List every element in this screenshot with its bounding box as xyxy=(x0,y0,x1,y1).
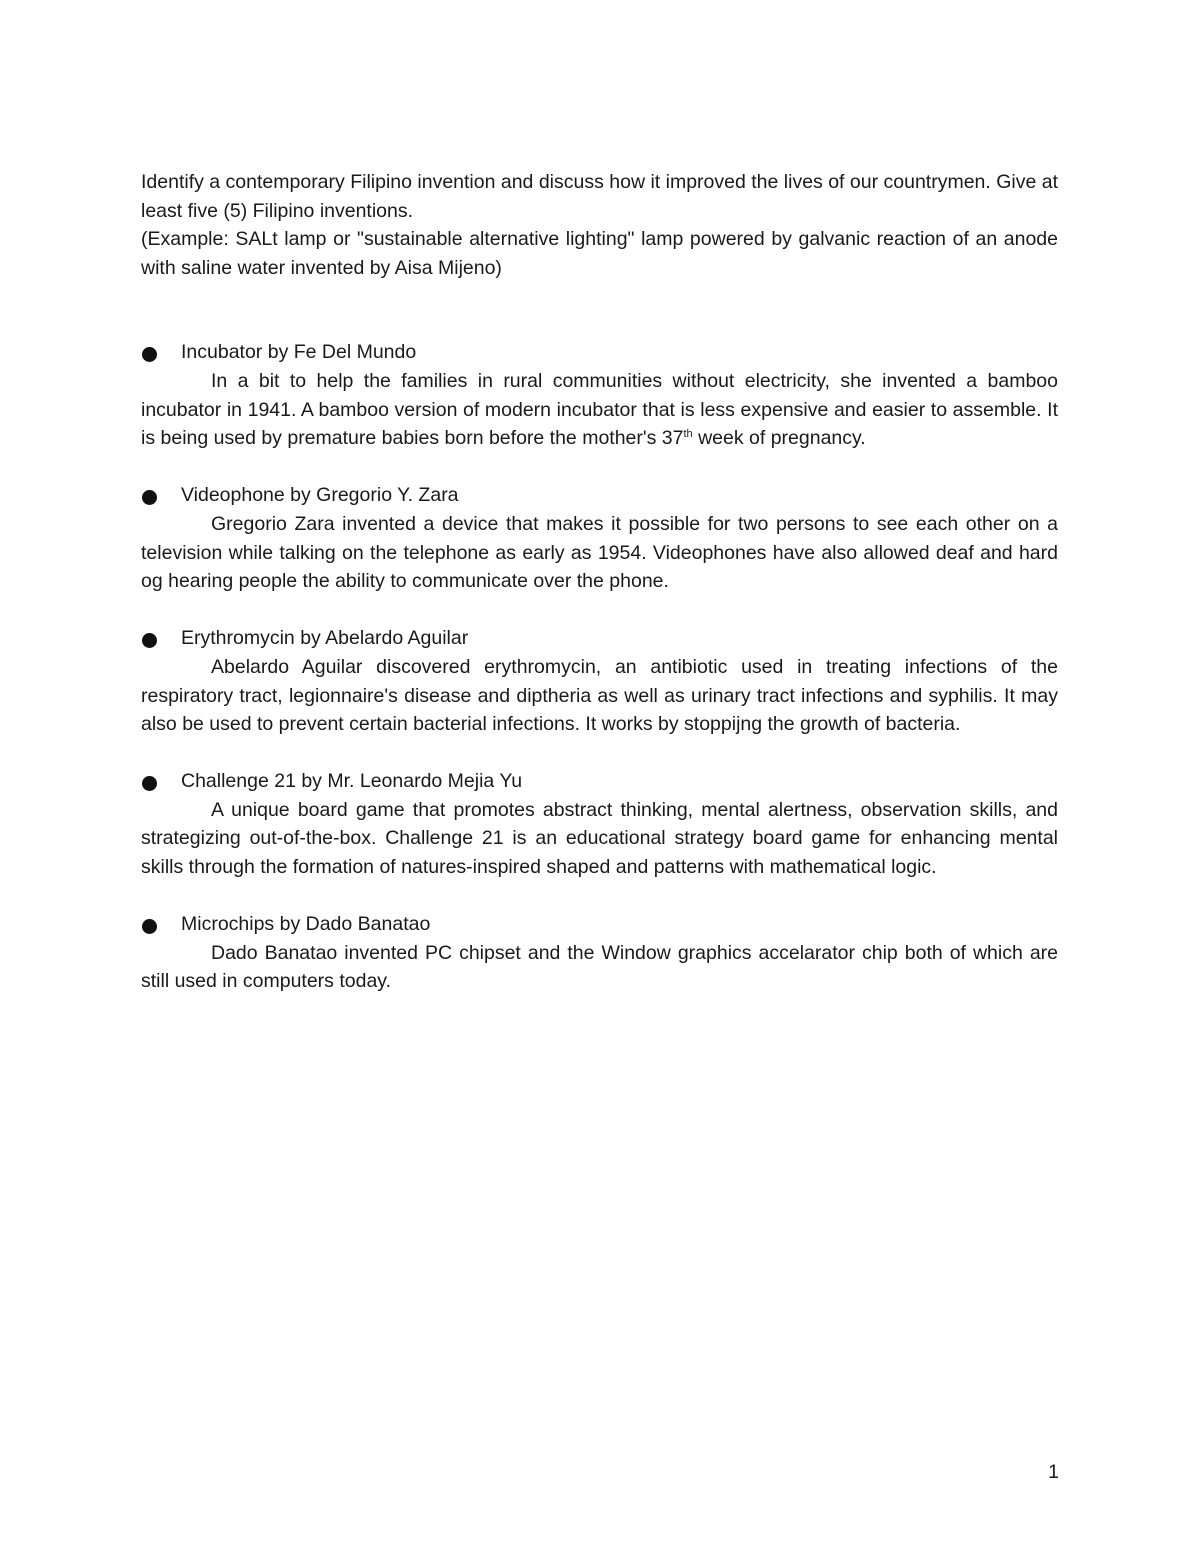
invention-title xyxy=(141,338,1058,367)
bullet-icon xyxy=(142,633,157,648)
invention-description-text: In a bit to help the families in rural communities without electricity, she invented a bamboo incubator in 1941. A bamboo version of modern incubator that is less expensive and easier to assemble. It is being used by premature babies born before the mother's 37 xyxy=(141,369,1058,450)
assignment-example: (Example: SALt lamp or "sustainable alternative lighting" lamp powered by galvanic reaction of an anode with saline water invented by Aisa Mijeno) xyxy=(141,228,1058,279)
invention-description-tail: week of pregnancy. xyxy=(692,427,866,450)
invention-description: A unique board game that promotes abstract thinking, mental alertness, observation skills, and strategizing out-of-the-box. Challenge 21 is an educational strategy board game for enhancing mental skills through the formation of natures-inspired shaped and patterns with mathematical logic. xyxy=(141,798,1058,879)
invention-description xyxy=(141,367,1058,453)
invention-title xyxy=(141,624,1058,653)
invention-title-text: Videophone by Gregorio Y. Zara xyxy=(181,484,459,507)
page-number: 1 xyxy=(1048,1461,1059,1483)
invention-description: Abelardo Aguilar discovered erythromycin, an antibiotic used in treating infections of the respiratory tract, legionnaire's disease and diptheria as well as urinary tract infections and syphilis. It may also be used to prevent certain bacterial infections. It works by stoppijng the growth of bacteria. xyxy=(141,655,1058,736)
list-item xyxy=(141,338,1058,452)
list-item xyxy=(141,481,1058,595)
invention-title xyxy=(141,910,1058,939)
invention-description: Gregorio Zara invented a device that makes it possible for two persons to see each other on a television while talking on the telephone as early as 1954. Videophones have also allowed deaf and hard og hearing people the ability to communicate over the phone. xyxy=(141,512,1058,593)
bullet-icon xyxy=(142,776,157,791)
invention-description: Dado Banatao invented PC chipset and the Window graphics accelarator chip both of which are still used in computers today. xyxy=(141,941,1058,993)
bullet-icon xyxy=(142,490,157,505)
invention-title-text: Erythromycin by Abelardo Aguilar xyxy=(181,627,469,650)
document-page xyxy=(141,168,1058,1025)
list-item xyxy=(141,624,1058,738)
bullet-icon xyxy=(142,347,157,362)
invention-title xyxy=(141,481,1058,510)
invention-title xyxy=(141,767,1058,796)
assignment-prompt: Identify a contemporary Filipino invention and discuss how it improved the lives of our countrymen. Give at least five (5) Filipino inventions. xyxy=(141,171,1058,222)
ordinal-superscript: th xyxy=(683,428,693,441)
bullet-icon xyxy=(142,919,157,934)
invention-title-text: Incubator by Fe Del Mundo xyxy=(181,341,417,364)
list-item xyxy=(141,910,1058,996)
spacer xyxy=(141,282,1058,338)
invention-title-text: Microchips by Dado Banatao xyxy=(181,913,431,936)
invention-title-text: Challenge 21 by Mr. Leonardo Mejia Yu xyxy=(181,770,523,793)
list-item xyxy=(141,767,1058,881)
